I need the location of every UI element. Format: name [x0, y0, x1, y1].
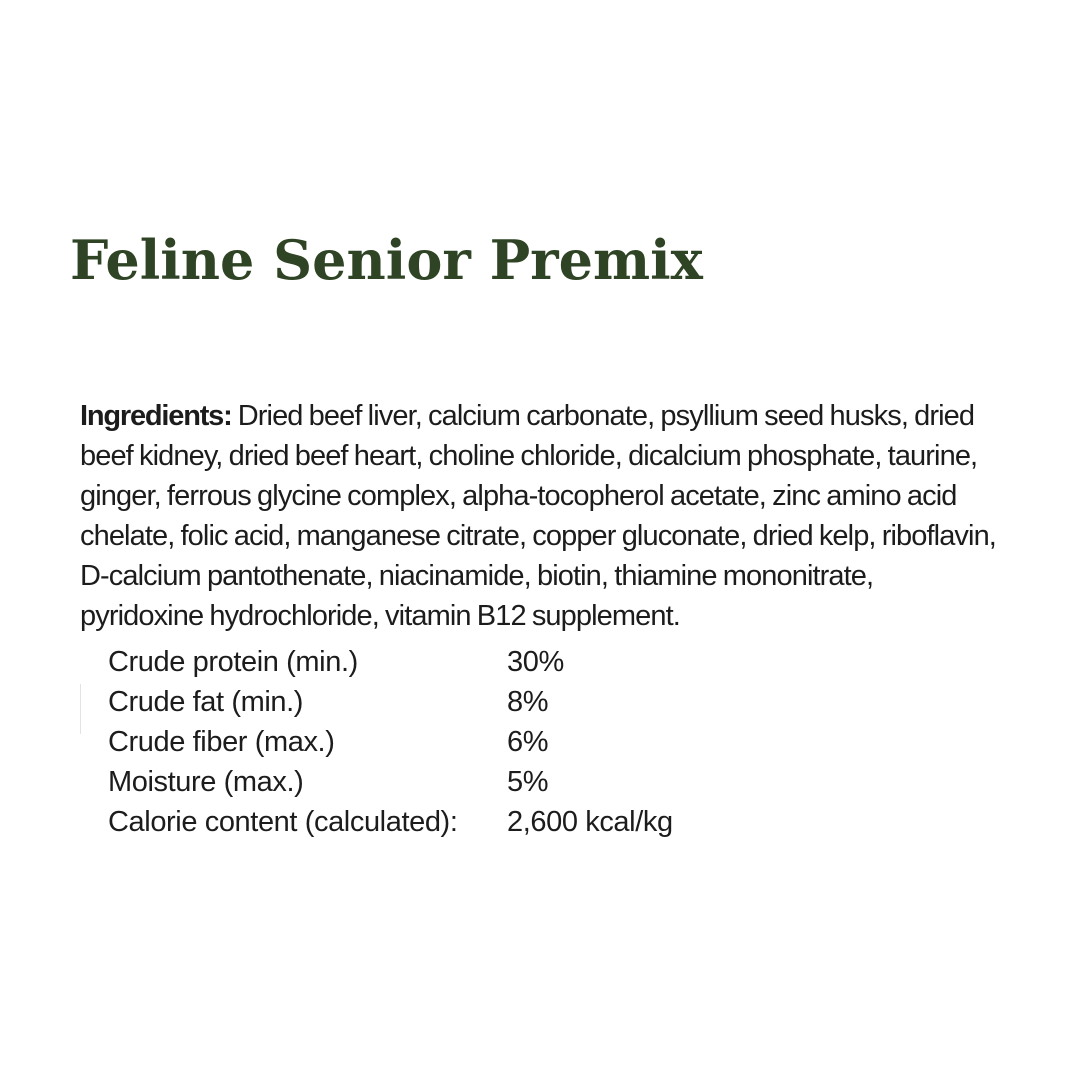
ingredients-paragraph	[80, 396, 1000, 636]
guaranteed-analysis-table	[108, 642, 808, 842]
analysis-value: 2,600 kcal/kg	[507, 806, 673, 838]
analysis-name: Calorie content (calculated):	[108, 806, 458, 838]
analysis-value: 5%	[507, 766, 549, 798]
analysis-row	[108, 722, 808, 762]
margin-divider	[80, 684, 81, 734]
analysis-name: Moisture (max.)	[108, 766, 304, 798]
analysis-name: Crude protein (min.)	[108, 646, 358, 678]
analysis-row	[108, 642, 808, 682]
analysis-row	[108, 762, 808, 802]
analysis-name: Crude fiber (max.)	[108, 726, 335, 758]
ingredients-label: Ingredients:	[80, 400, 232, 432]
analysis-row	[108, 802, 808, 842]
ingredients-text: Dried beef liver, calcium carbonate, psyllium seed husks, dried beef kidney, dried beef heart, choline chloride, dicalcium phosphate, taurine, ginger, ferrous glycine complex, alpha-tocopherol acetate, zinc amino acid chelate, folic acid, manganese citrate, copper gluconate, dried kelp, riboflavin, D-calcium pantothenate, niacinamide, biotin, thiamine mononitrate, pyridoxine hydrochloride, vitamin B12 supplement.	[80, 400, 996, 632]
analysis-value: 8%	[507, 686, 549, 718]
analysis-name: Crude fat (min.)	[108, 686, 304, 718]
analysis-value: 6%	[507, 726, 549, 758]
analysis-value: 30%	[507, 646, 564, 678]
product-title: Feline Senior Premix	[70, 228, 703, 292]
analysis-row	[108, 682, 808, 722]
